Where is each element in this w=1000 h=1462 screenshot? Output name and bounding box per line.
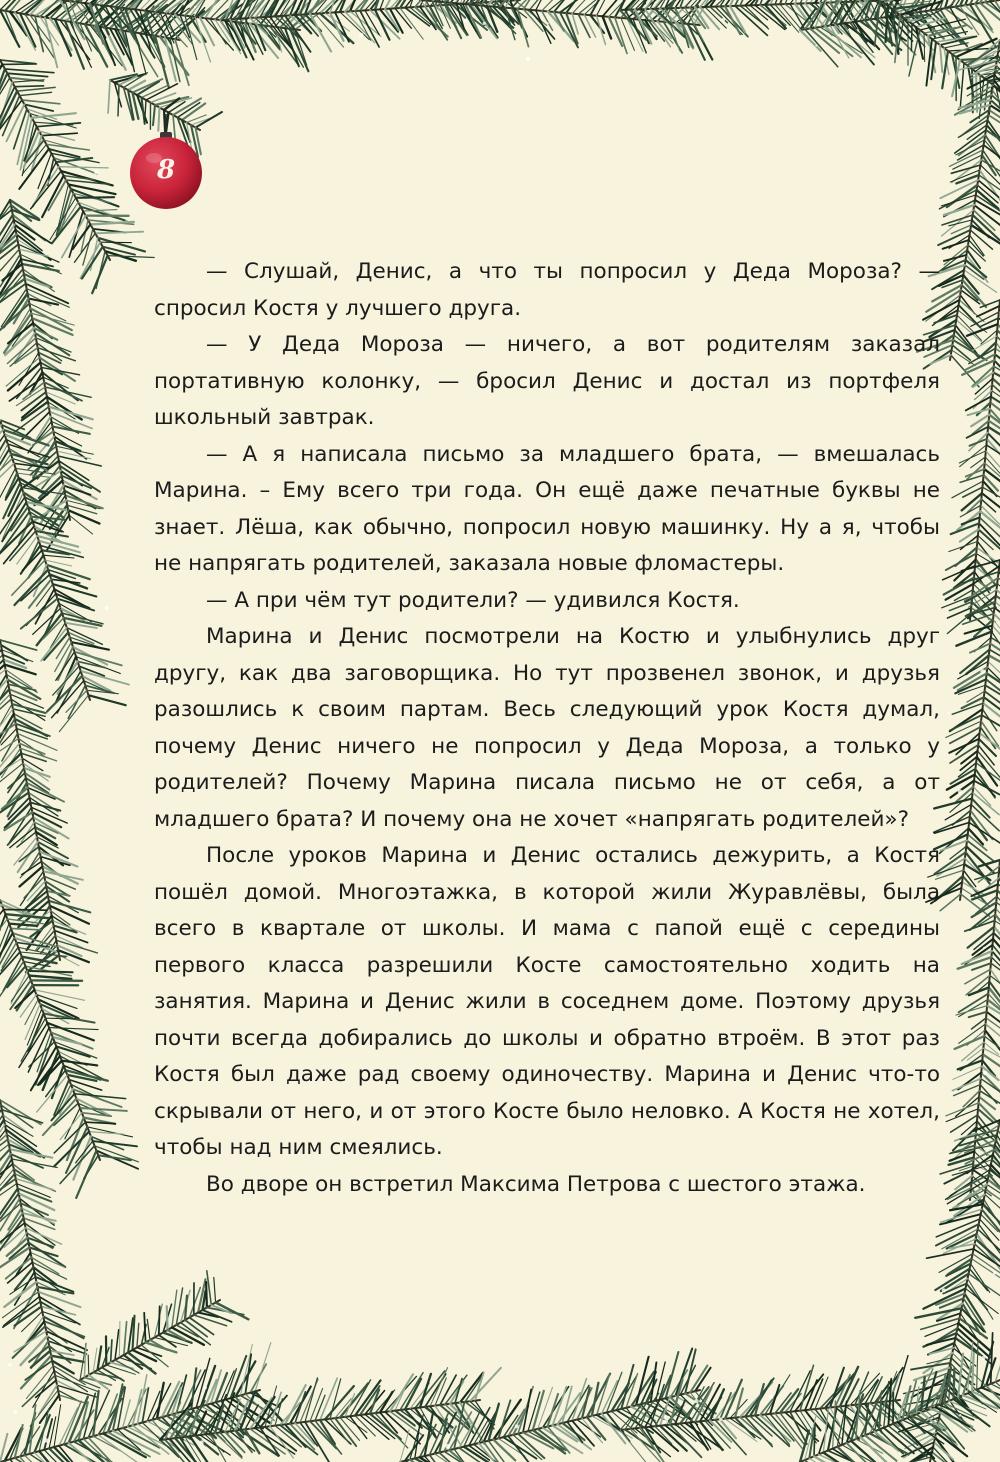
story-paragraph: Марина и Денис посмотрели на Костю и улыбнулись друг другу, как два заговорщика. Но тут прозвенел звонок, и друзья разошлись к своим партам. Весь следующий урок Костя думал, почему Денис ничего не попросил у Деда Мороза, а только у родителей? Почему Марина писала письмо не от себя, а от младшего брата? И почему она не хочет «напрягать родителей»? [154,624,940,832]
page-number: 8 [156,155,176,185]
story-paragraph: — У Деда Мороза — ничего, а вот родителям заказал портативную колонку, — бросил Денис и достал из портфеля школьный завтрак. [154,332,940,430]
story-paragraph: Во дворе он встретил Максима Петрова с шестого этажа. [206,1171,866,1197]
story-paragraph: — А при чём тут родители? — удивился Костя. [206,587,740,613]
story-text [154,254,940,1203]
story-paragraph: — А я написала письмо за младшего брата, — вмешалась Марина. – Ему всего три года. Он ещё даже печатные буквы не знает. Лёша, как обычно, попросил новую машинку. Ну а я, чтобы не напрягать родителей, заказала новые фломастеры. [154,441,940,576]
story-paragraph: — Слушай, Денис, а что ты попросил у Деда Мороза? — спросил Костя у лучшего друга. [154,259,940,321]
story-paragraph: После уроков Марина и Денис остались дежурить, а Костя пошёл домой. Многоэтажка, в которой жили Журавлёвы, была всего в квартале от школы. И мама с папой ещё с середины первого класса разрешили Косте самостоятельно ходить на занятия. Марина и Денис жили в соседнем доме. Поэтому друзья почти всегда добирались до школы и обратно втроём. В этот раз Костя был даже рад своему одиночеству. Марина и Денис что-то скрывали от него, и от этого Косте было неловко. А Костя не хотел, чтобы над ним смеялись. [154,843,940,1160]
